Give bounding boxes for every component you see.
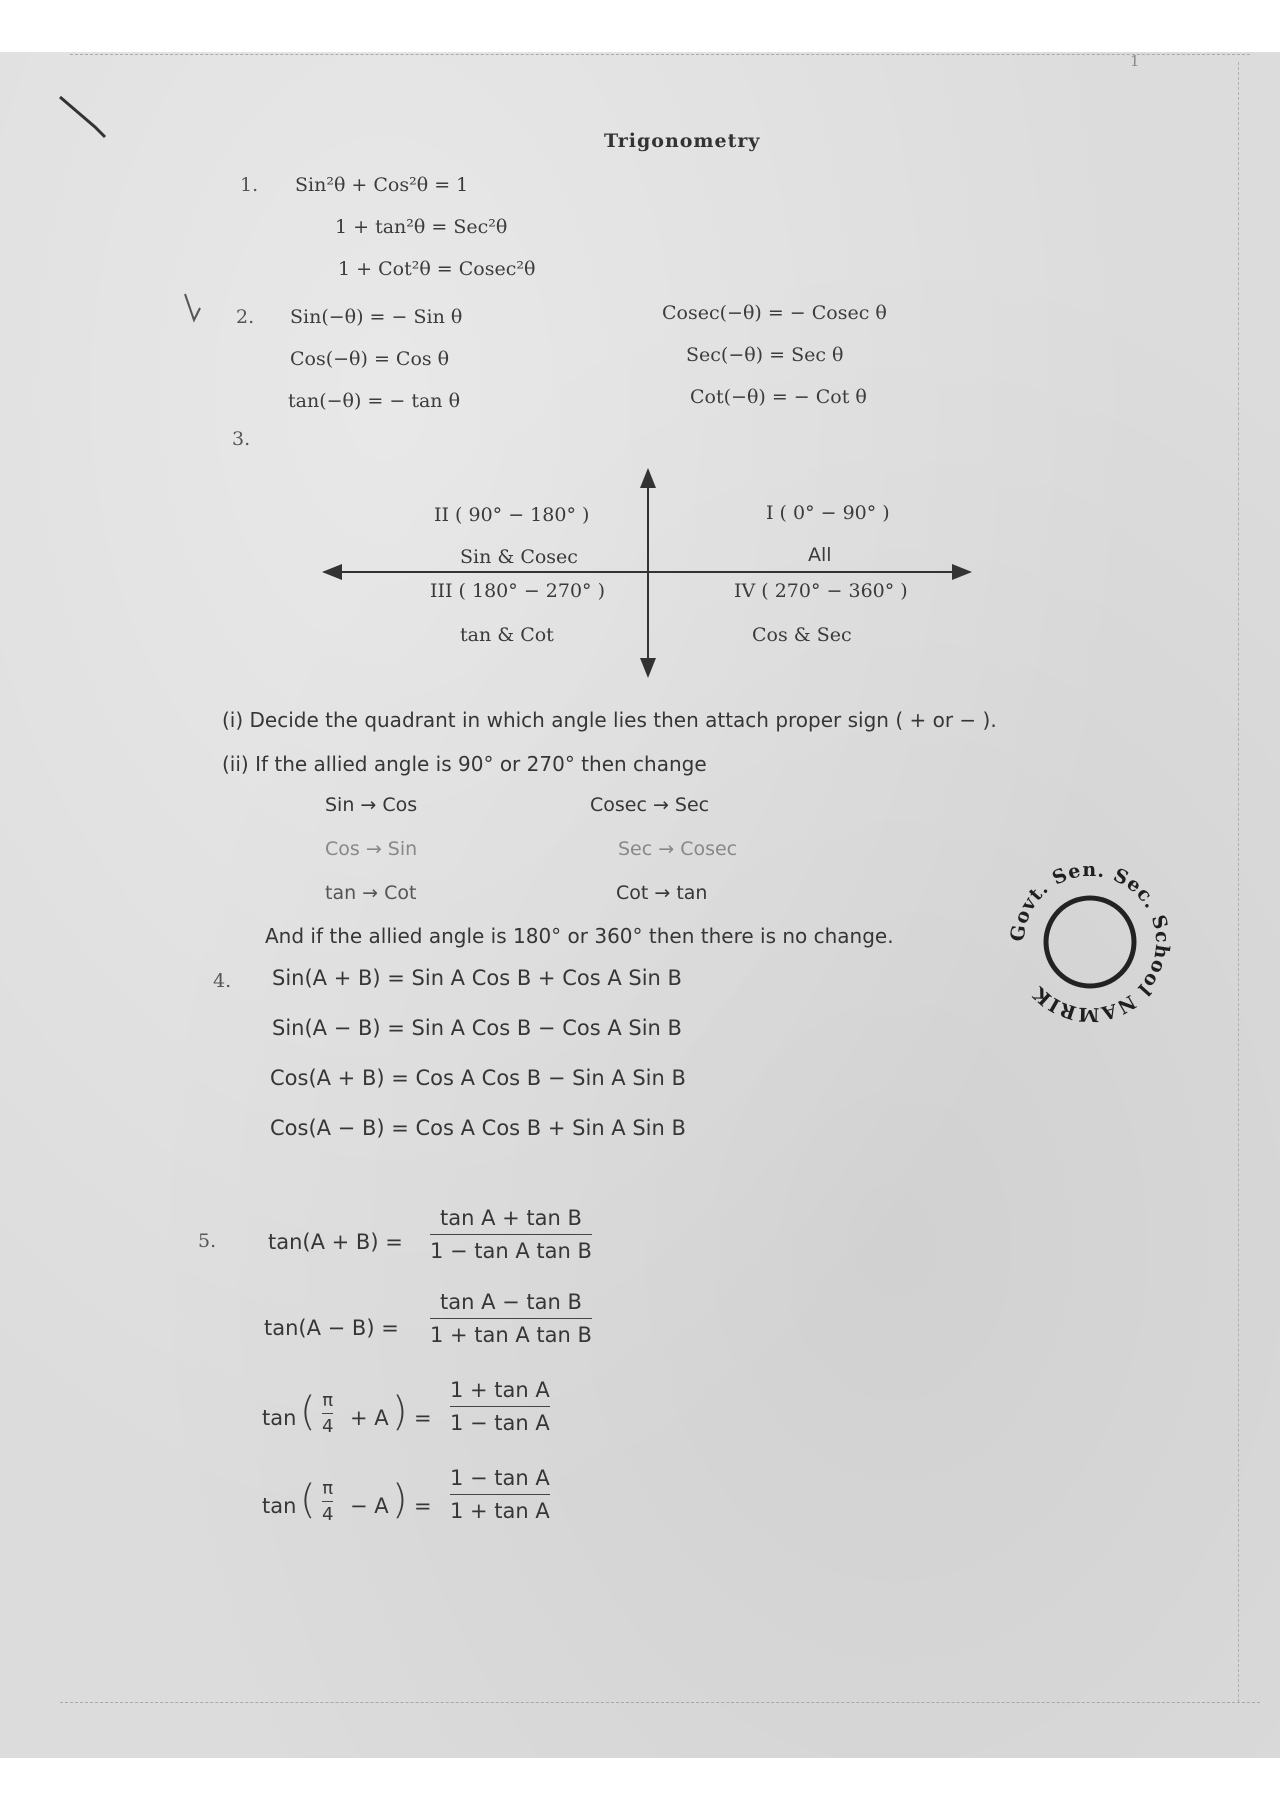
negative-angle-left: tan(−θ) = − tan θ xyxy=(288,390,461,412)
tan-diff-lhs: tan(A − B) = xyxy=(264,1316,399,1340)
section-2-number: 2. xyxy=(236,306,255,328)
identity-line: Sin²θ + Cos²θ = 1 xyxy=(295,174,469,196)
quadrant-axes xyxy=(318,464,978,684)
change-left: Cos → Sin xyxy=(325,838,418,860)
scan-bottom-border xyxy=(60,1702,1260,1703)
equals-sign: = xyxy=(414,1494,432,1518)
quadrant-4-functions: Cos & Sec xyxy=(752,624,852,646)
negative-angle-right: Cot(−θ) = − Cot θ xyxy=(690,386,867,408)
change-right: Cot → tan xyxy=(616,882,708,904)
school-stamp xyxy=(1000,852,1180,1032)
left-paren: ( xyxy=(300,1477,316,1523)
identity-line: 1 + Cot²θ = Cosec²θ xyxy=(338,258,536,280)
section-3-number: 3. xyxy=(232,428,251,450)
section-4-number: 4. xyxy=(213,970,232,992)
numerator: 1 + tan A xyxy=(450,1378,550,1402)
pen-mark xyxy=(55,92,115,142)
tan-pi4-plus-lhs: tan xyxy=(262,1406,297,1430)
stamp-text: Govt. Sen. Sec. School NAMRIK xyxy=(1006,858,1174,1026)
compound-angle-line: Cos(A − B) = Cos A Cos B + Sin A Sin B xyxy=(270,1116,686,1140)
pi-symbol: π xyxy=(322,1390,334,1411)
identity-line: 1 + tan²θ = Sec²θ xyxy=(335,216,508,238)
right-paren: ) xyxy=(392,1477,408,1523)
left-paren: ( xyxy=(300,1389,316,1435)
tan-sum-lhs: tan(A + B) = xyxy=(268,1230,403,1254)
page-title: Trigonometry xyxy=(604,130,761,152)
negative-angle-right: Cosec(−θ) = − Cosec θ xyxy=(662,302,887,324)
numerator: 1 − tan A xyxy=(450,1466,550,1490)
numerator: tan A + tan B xyxy=(440,1206,582,1230)
change-left: Sin → Cos xyxy=(325,794,418,816)
negative-angle-right: Sec(−θ) = Sec θ xyxy=(686,344,844,366)
denominator: 1 − tan A xyxy=(450,1411,550,1435)
arg-rest: − A xyxy=(350,1494,389,1518)
tan-pi4-minus-fraction xyxy=(450,1466,550,1523)
denominator: 1 + tan A xyxy=(450,1499,550,1523)
quadrant-3-range: III ( 180° − 270° ) xyxy=(430,580,605,602)
quadrant-1-range: I ( 0° − 90° ) xyxy=(766,502,890,524)
pi-over-4 xyxy=(322,1478,333,1525)
svg-text:Govt. Sen. Sec. School NAMRIK xyxy=(1007,859,1174,1025)
tan-sum-fraction xyxy=(430,1206,592,1263)
four: 4 xyxy=(322,1504,334,1525)
quadrant-4-range: IV ( 270° − 360° ) xyxy=(734,580,908,602)
arg-rest: + A xyxy=(350,1406,389,1430)
rule-i: (i) Decide the quadrant in which angle lies then attach proper sign ( + or − ). xyxy=(222,708,997,732)
denominator: 1 + tan A tan B xyxy=(430,1323,592,1347)
no-change-note: And if the allied angle is 180° or 360° then there is no change. xyxy=(265,924,894,948)
equals-sign: = xyxy=(414,1406,432,1430)
pi-symbol: π xyxy=(322,1478,334,1499)
page-number: 1 xyxy=(1130,52,1140,70)
section-1-number: 1. xyxy=(240,174,259,196)
scan-right-border xyxy=(1238,62,1239,1702)
quadrant-2-range: II ( 90° − 180° ) xyxy=(434,504,590,526)
tan-pi4-minus-lhs: tan xyxy=(262,1494,297,1518)
change-left: tan → Cot xyxy=(325,882,417,904)
quadrant-2-functions: Sin & Cosec xyxy=(460,546,578,568)
negative-angle-left: Cos(−θ) = Cos θ xyxy=(290,348,450,370)
check-mark xyxy=(180,290,210,330)
compound-angle-line: Cos(A + B) = Cos A Cos B − Sin A Sin B xyxy=(270,1066,686,1090)
negative-angle-left: Sin(−θ) = − Sin θ xyxy=(290,306,463,328)
right-paren: ) xyxy=(392,1389,408,1435)
document-sheet xyxy=(0,52,1280,1758)
section-5-number: 5. xyxy=(198,1230,217,1252)
quadrant-1-functions: All xyxy=(808,544,832,566)
change-right: Sec → Cosec xyxy=(618,838,738,860)
rule-ii: (ii) If the allied angle is 90° or 270° then change xyxy=(222,752,707,776)
four: 4 xyxy=(322,1416,334,1437)
numerator: tan A − tan B xyxy=(440,1290,582,1314)
compound-angle-line: Sin(A + B) = Sin A Cos B + Cos A Sin B xyxy=(272,966,682,990)
denominator: 1 − tan A tan B xyxy=(430,1239,592,1263)
scan-top-border xyxy=(70,54,1250,55)
change-right: Cosec → Sec xyxy=(590,794,710,816)
tan-diff-fraction xyxy=(430,1290,592,1347)
pi-over-4 xyxy=(322,1390,333,1437)
compound-angle-line: Sin(A − B) = Sin A Cos B − Cos A Sin B xyxy=(272,1016,682,1040)
quadrant-3-functions: tan & Cot xyxy=(460,624,554,646)
tan-pi4-plus-fraction xyxy=(450,1378,550,1435)
